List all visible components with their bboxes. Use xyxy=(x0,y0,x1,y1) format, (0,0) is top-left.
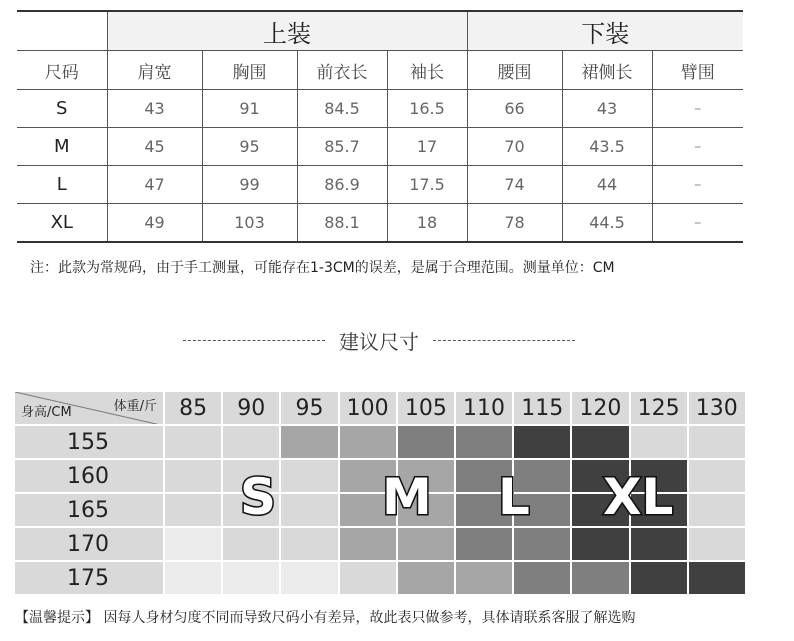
grid-cell xyxy=(398,528,456,562)
table-cell: 95 xyxy=(202,128,297,166)
table-cell: 17 xyxy=(387,128,467,166)
table-cell: 70 xyxy=(467,128,562,166)
table-cell: 49 xyxy=(107,204,202,243)
weight-header-85: 85 xyxy=(165,392,223,426)
size-table xyxy=(17,10,743,243)
weight-axis-label: 体重/斤 xyxy=(113,399,157,414)
grid-cell xyxy=(689,562,747,596)
divider xyxy=(183,340,325,341)
grid-cell xyxy=(456,426,514,460)
grid-cell xyxy=(281,426,339,460)
weight-header-105: 105 xyxy=(398,392,456,426)
table-cell: 44 xyxy=(562,166,652,204)
grid-cell xyxy=(223,562,281,596)
height-header-160: 160 xyxy=(15,460,165,494)
col-header-skirt-side: 裙侧长 xyxy=(562,51,652,90)
table-cell: 16.5 xyxy=(387,90,467,128)
grid-cell xyxy=(281,562,339,596)
weight-header-115: 115 xyxy=(514,392,572,426)
size-cell: XL xyxy=(17,204,107,243)
table-cell: – xyxy=(652,128,743,166)
grid-cell xyxy=(689,494,747,528)
table-cell: 44.5 xyxy=(562,204,652,243)
table-cell: 91 xyxy=(202,90,297,128)
size-label-l: L xyxy=(498,468,530,526)
weight-header-120: 120 xyxy=(572,392,630,426)
tip-text: 【温馨提示】 因每人身材匀度不同而导致尺码小有差异，故此表只做参考，具体请联系客服了解选购 xyxy=(15,610,636,626)
group-corner xyxy=(17,11,107,51)
weight-header-95: 95 xyxy=(281,392,339,426)
grid-cell xyxy=(281,494,339,528)
table-cell: 18 xyxy=(387,204,467,243)
table-row xyxy=(17,128,743,166)
grid-cell xyxy=(281,460,339,494)
grid-corner-header xyxy=(15,392,165,426)
grid-cell xyxy=(456,528,514,562)
weight-header-125: 125 xyxy=(631,392,689,426)
height-header-170: 170 xyxy=(15,528,165,562)
col-header-size: 尺码 xyxy=(17,51,107,90)
height-header-165: 165 xyxy=(15,494,165,528)
group-bottom-header: 下装 xyxy=(467,11,743,51)
table-cell: – xyxy=(652,166,743,204)
table-row xyxy=(17,204,743,243)
grid-cell xyxy=(340,528,398,562)
table-cell: 43 xyxy=(107,90,202,128)
grid-cell xyxy=(514,562,572,596)
col-header-waist: 腰围 xyxy=(467,51,562,90)
table-cell: 88.1 xyxy=(297,204,387,243)
table-cell: 43.5 xyxy=(562,128,652,166)
group-top-header: 上装 xyxy=(107,11,467,51)
size-label-m: M xyxy=(382,468,432,526)
table-cell: 45 xyxy=(107,128,202,166)
grid-cell xyxy=(631,426,689,460)
size-label-s: S xyxy=(240,468,277,526)
grid-cell xyxy=(165,426,223,460)
table-cell: 47 xyxy=(107,166,202,204)
divider xyxy=(433,340,575,341)
grid-cell xyxy=(398,562,456,596)
table-cell: 85.7 xyxy=(297,128,387,166)
weight-header-130: 130 xyxy=(689,392,747,426)
height-header-175: 175 xyxy=(15,562,165,596)
grid-cell xyxy=(572,426,630,460)
grid-cell xyxy=(631,528,689,562)
table-cell: 78 xyxy=(467,204,562,243)
grid-cell xyxy=(165,494,223,528)
table-cell: – xyxy=(652,90,743,128)
grid-cell xyxy=(689,460,747,494)
table-cell: 43 xyxy=(562,90,652,128)
col-header-front-length: 前衣长 xyxy=(297,51,387,90)
col-header-shoulder: 肩宽 xyxy=(107,51,202,90)
suggestion-title: 建议尺寸 xyxy=(339,329,419,354)
grid-cell xyxy=(165,528,223,562)
table-row xyxy=(17,90,743,128)
table-cell: 17.5 xyxy=(387,166,467,204)
height-axis-label: 身高/CM xyxy=(21,405,72,420)
table-cell: 86.9 xyxy=(297,166,387,204)
size-label-xl: XL xyxy=(603,468,674,526)
table-cell: 66 xyxy=(467,90,562,128)
weight-header-110: 110 xyxy=(456,392,514,426)
grid-cell xyxy=(340,562,398,596)
table-cell: 99 xyxy=(202,166,297,204)
weight-header-100: 100 xyxy=(340,392,398,426)
size-cell: M xyxy=(17,128,107,166)
measurement-note: 注：此款为常规码，由于手工测量，可能存在1-3CM的误差，是属于合理范围。测量单位：CM xyxy=(30,260,615,276)
grid-cell xyxy=(165,460,223,494)
table-cell: 74 xyxy=(467,166,562,204)
table-cell: 84.5 xyxy=(297,90,387,128)
col-header-arm: 臂围 xyxy=(652,51,743,90)
size-cell: L xyxy=(17,166,107,204)
grid-cell xyxy=(689,528,747,562)
grid-cell xyxy=(572,562,630,596)
grid-cell xyxy=(223,528,281,562)
table-row xyxy=(17,166,743,204)
grid-cell xyxy=(514,426,572,460)
size-cell: S xyxy=(17,90,107,128)
grid-cell xyxy=(689,426,747,460)
grid-cell xyxy=(398,426,456,460)
height-header-155: 155 xyxy=(15,426,165,460)
grid-cell xyxy=(514,528,572,562)
table-cell: 103 xyxy=(202,204,297,243)
grid-cell xyxy=(572,528,630,562)
grid-cell xyxy=(165,562,223,596)
table-cell: – xyxy=(652,204,743,243)
col-header-chest: 胸围 xyxy=(202,51,297,90)
grid-cell xyxy=(281,528,339,562)
suggestion-heading xyxy=(183,328,575,352)
grid-cell xyxy=(340,426,398,460)
grid-cell xyxy=(456,562,514,596)
col-header-sleeve: 袖长 xyxy=(387,51,467,90)
grid-cell xyxy=(631,562,689,596)
grid-cell xyxy=(223,426,281,460)
weight-header-90: 90 xyxy=(223,392,281,426)
